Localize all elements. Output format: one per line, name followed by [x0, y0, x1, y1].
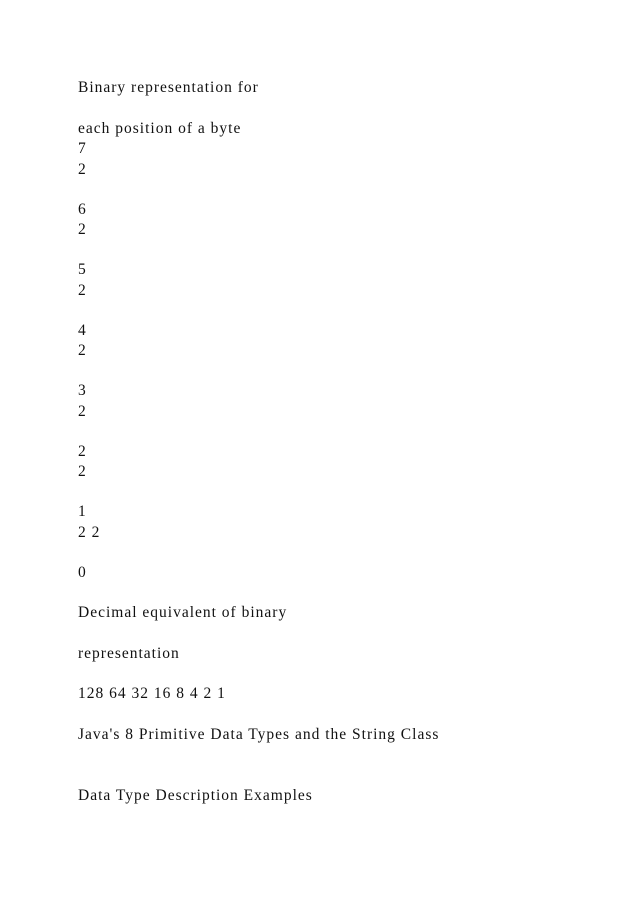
text-line-exponent-0: 0: [78, 564, 87, 581]
text-line-table-header: Data Type Description Examples: [78, 787, 313, 804]
text-line-base-2: 2: [78, 282, 87, 299]
text-line-java-heading: Java's 8 Primitive Data Types and the String Class: [78, 726, 440, 743]
text-line-base-2-2: 2 2: [78, 524, 101, 541]
text-line-base-2: 2: [78, 161, 87, 178]
text-line-base-2: 2: [78, 403, 87, 420]
text-line-each-position: each position of a byte: [78, 120, 242, 137]
text-line-representation: representation: [78, 645, 180, 662]
text-line-exponent-2: 2: [78, 443, 87, 460]
text-line-exponent-5: 5: [78, 261, 87, 278]
text-line-decimal-values: 128 64 32 16 8 4 2 1: [78, 685, 226, 702]
text-line-exponent-4: 4: [78, 322, 87, 339]
text-line-exponent-3: 3: [78, 382, 87, 399]
text-line-decimal-equivalent: Decimal equivalent of binary: [78, 604, 288, 621]
text-line-exponent-7: 7: [78, 140, 87, 157]
text-line-base-2: 2: [78, 342, 87, 359]
text-line-base-2: 2: [78, 463, 87, 480]
text-line-exponent-1: 1: [78, 503, 87, 520]
text-line-binary-representation: Binary representation for: [78, 79, 259, 96]
text-line-exponent-6: 6: [78, 201, 87, 218]
text-line-base-2: 2: [78, 221, 87, 238]
